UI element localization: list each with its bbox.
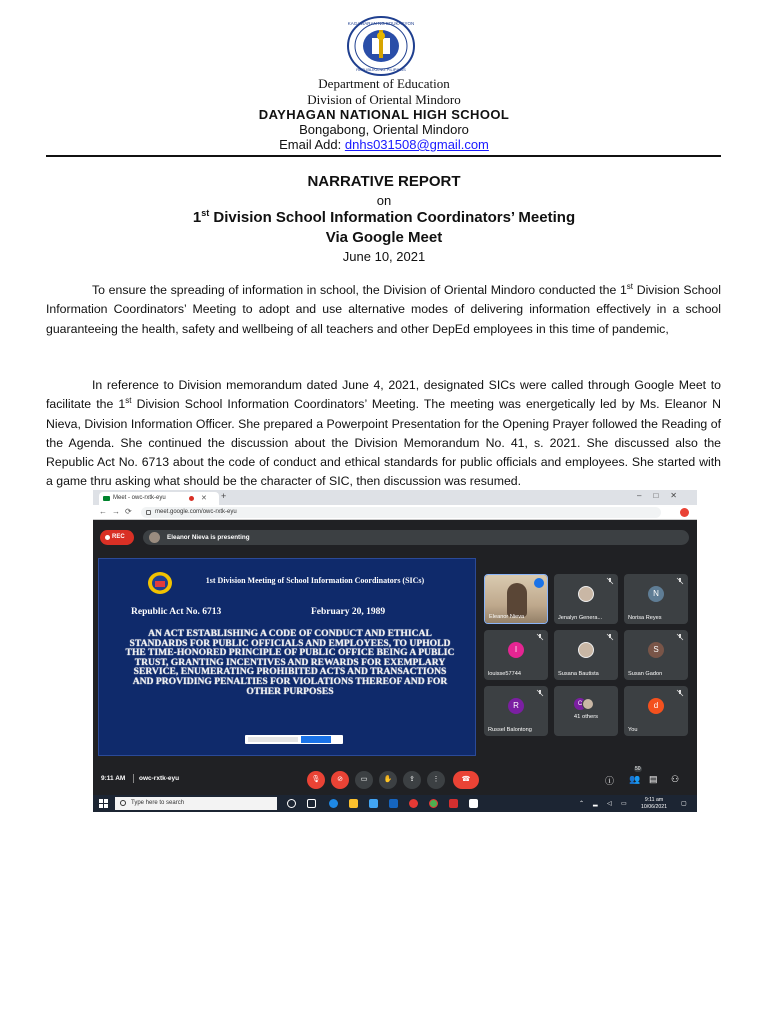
- mic-off-icon: [536, 633, 544, 641]
- participant-avatar: l: [508, 642, 524, 658]
- meeting-screenshot: [93, 490, 697, 812]
- meeting-title: [0, 208, 768, 226]
- others-tile[interactable]: [554, 686, 618, 736]
- paragraph-2-b: Division School Information Coordinators’ Meeting. The meeting was energetically led by Ms. Eleanor N Nieva, Division Information Officer. She prepared a Powerpoint Presentation for the Opening Prayer followed the Reading of the Agenda. She continued the discussion about the Division Memorandum No. 41, s. 2021. She discussed also the Republic Act No. 6713 about the code of conduct and ethical standards for public officials and employees. She started with a game thru asking what should be the character of SIC, then discussion was resumed.: [46, 397, 721, 489]
- meeting-title-rest: Division School Information Coordinators’ Meeting: [209, 209, 576, 226]
- participant-tile[interactable]: [554, 630, 618, 680]
- url-text: meet.google.com/owc-rxtk-eyu: [155, 509, 237, 515]
- participant-name: Eleanor Nieva: [489, 614, 525, 620]
- volume-icon[interactable]: ◁: [607, 801, 612, 807]
- mic-off-icon: [606, 633, 614, 641]
- navigation-buttons[interactable]: ←→⟳: [99, 507, 137, 516]
- address-bar: [93, 505, 697, 520]
- participant-name: You: [628, 727, 638, 733]
- paragraph-1-a: To ensure the spreading of information in school, the Division of Oriental Mindoro conducted the 1: [92, 283, 627, 297]
- clock-date: 10/06/2021: [641, 803, 667, 810]
- slide-embedded-form: [245, 735, 343, 744]
- slide-form-input: [248, 737, 298, 742]
- notepad-icon[interactable]: [469, 799, 478, 808]
- chrome-icon[interactable]: [429, 799, 438, 808]
- url-field[interactable]: [141, 507, 661, 518]
- speaking-indicator-icon: [534, 578, 544, 588]
- mic-off-icon: [676, 689, 684, 697]
- participant-name: Jenalyn Genera...: [558, 615, 603, 621]
- cortana-icon[interactable]: [287, 799, 296, 808]
- windows-taskbar: [93, 795, 697, 812]
- paragraph-1-sup: st: [626, 281, 634, 291]
- rec-indicator: [100, 530, 134, 545]
- mic-off-icon: [606, 577, 614, 585]
- department-name: Department of Education: [318, 76, 450, 91]
- slide-act-title: AN ACT ESTABLISHING A CODE OF CONDUCT AND ETHICAL STANDARDS FOR PUBLIC OFFICIALS AND EMPLOYEES, TO UPHOLD THE TIME-HONORED PRINCIPLE OF PUBLIC OFFICE BEING A PUBLIC TRUST, GRANTING INCENTIVES AND REWARDS FOR EXEMPLARY SERVICE, ENUMERATING PROHIBITED ACTS AND TRANSACTIONS AND PROVIDING PENALTIES FOR VIOLATIONS THEREOF AND FOR OTHER PURPOSES: [125, 628, 455, 697]
- participant-name: Norisa Reyes: [628, 615, 662, 621]
- participant-photo: [578, 642, 594, 658]
- participant-tile[interactable]: [484, 574, 548, 624]
- meet-top-strip: [93, 520, 697, 550]
- leave-call-button[interactable]: ☎: [453, 771, 479, 789]
- notifications-icon[interactable]: ▢: [681, 801, 687, 807]
- participant-avatar: S: [648, 642, 664, 658]
- report-date: June 10, 2021: [342, 249, 426, 264]
- close-tab-icon[interactable]: ✕: [201, 495, 207, 502]
- mic-toggle-button[interactable]: 🎙: [307, 771, 325, 789]
- browser-tab-bar: [93, 490, 697, 505]
- email-label: Email Add:: [279, 137, 345, 152]
- participant-name: louisse57744: [488, 671, 521, 677]
- presenting-text: Eleanor Nieva is presenting: [167, 534, 250, 541]
- report-on: on: [376, 193, 392, 208]
- mic-off-icon: [676, 633, 684, 641]
- time-separator: [133, 774, 134, 783]
- more-options-button[interactable]: ⋮: [427, 771, 445, 789]
- tab-title: Meet - owc-rxtk-eyu: [113, 495, 166, 501]
- meeting-code: owc-rxtk-eyu: [139, 775, 180, 782]
- svg-text:KAGAWARAN NG EDUKASYON: KAGAWARAN NG EDUKASYON: [347, 21, 415, 26]
- mail-icon[interactable]: [389, 799, 398, 808]
- taskbar-search-box[interactable]: [115, 797, 277, 810]
- self-tile[interactable]: [624, 686, 688, 736]
- activities-icon[interactable]: ⚇: [671, 774, 680, 784]
- participant-avatar: N: [648, 586, 664, 602]
- others-avatar: C: [574, 698, 586, 710]
- chat-icon[interactable]: ▤: [649, 774, 658, 784]
- network-icon[interactable]: ▂: [593, 801, 598, 807]
- mic-off-icon: [676, 577, 684, 585]
- meeting-time: 9:11 AM: [101, 775, 126, 782]
- school-address: Bongabong, Oriental Mindoro: [299, 122, 469, 137]
- meeting-info-icon[interactable]: ⓘ: [605, 776, 615, 786]
- edge-icon[interactable]: [329, 799, 338, 808]
- svg-text:REPUBLIKA NG PILIPINAS: REPUBLIKA NG PILIPINAS: [356, 67, 406, 72]
- file-explorer-icon[interactable]: [349, 799, 358, 808]
- battery-icon[interactable]: ▭: [621, 801, 627, 807]
- school-name: DAYHAGAN NATIONAL HIGH SCHOOL: [258, 107, 510, 122]
- slide-republic-act: Republic Act No. 6713: [131, 607, 222, 617]
- people-icon[interactable]: 👥: [629, 774, 641, 784]
- pdf-reader-icon[interactable]: [449, 799, 458, 808]
- raise-hand-button[interactable]: ✋: [379, 771, 397, 789]
- participant-tile[interactable]: [484, 630, 548, 680]
- participant-tile[interactable]: [624, 630, 688, 680]
- participant-name: Susana Bautista: [558, 671, 599, 677]
- search-icon: [120, 800, 126, 806]
- store-icon[interactable]: [369, 799, 378, 808]
- lock-icon: [146, 510, 151, 515]
- mic-off-icon: [536, 689, 544, 697]
- presenting-banner: [143, 530, 689, 545]
- participant-name: Susan Gadon: [628, 671, 663, 677]
- paragraph-2: [46, 376, 721, 492]
- division-logo-icon: [147, 571, 173, 595]
- meeting-ordinal: 1: [192, 209, 202, 226]
- media-icon[interactable]: [409, 799, 418, 808]
- others-count: 41 others: [573, 714, 599, 720]
- participant-avatar: R: [508, 698, 524, 714]
- profile-avatar-icon[interactable]: [680, 508, 689, 517]
- participant-photo: [578, 586, 594, 602]
- others-avatar-photo: [582, 698, 594, 710]
- meet-favicon-icon: [103, 496, 110, 501]
- taskbar-clock[interactable]: [641, 797, 667, 810]
- paragraph-2-a: In reference to Division memorandum dated June 4, 2021, designated SICs were called through Google Meet to facilitate the 1: [46, 378, 721, 412]
- recording-dot-icon: [189, 496, 194, 501]
- paragraph-1: [46, 281, 721, 339]
- clock-time: 9:11 am: [644, 797, 664, 803]
- camera-toggle-button[interactable]: ⊘: [331, 771, 349, 789]
- email-link[interactable]: dnhs031508@gmail.com: [344, 137, 489, 152]
- division-name: Division of Oriental Mindoro: [307, 92, 461, 107]
- report-title: NARRATIVE REPORT: [307, 173, 461, 190]
- participant-tile[interactable]: [554, 574, 618, 624]
- rec-dot-icon: [105, 535, 110, 540]
- rec-label: REC: [112, 534, 125, 540]
- captions-button[interactable]: ▭: [355, 771, 373, 789]
- participant-tile[interactable]: [624, 574, 688, 624]
- participant-video-person: [507, 583, 527, 617]
- new-tab-icon[interactable]: +: [221, 491, 227, 501]
- present-button[interactable]: ⇪: [403, 771, 421, 789]
- windows-start-icon[interactable]: [99, 799, 108, 808]
- meeting-ordinal-suffix: st: [201, 208, 210, 218]
- presenter-avatar: [149, 532, 160, 543]
- school-email: [0, 137, 768, 152]
- window-controls[interactable]: –□✕: [637, 491, 689, 500]
- paragraph-2-sup: st: [125, 396, 132, 406]
- people-count-badge: 50: [635, 766, 641, 772]
- paragraph-1-b: Division School Information Coordinators’ Meeting to adopt and use alternative modes of delivering information effectively in a school guaranteeing the health, safety and wellbeing of all teachers and other DepEd employees in this time of pandemic,: [46, 283, 722, 336]
- participant-name: Russel Balontong: [488, 727, 532, 733]
- task-view-icon[interactable]: [307, 799, 316, 808]
- slide-act-date: February 20, 1989: [311, 607, 386, 617]
- taskbar-search-placeholder: Type here to search: [131, 800, 185, 806]
- tray-arrow-icon[interactable]: ⌃: [579, 801, 585, 807]
- deped-seal-logo: [346, 16, 416, 76]
- participant-avatar: d: [648, 698, 664, 714]
- letterhead-divider: [46, 155, 721, 157]
- meeting-platform: Via Google Meet: [325, 229, 443, 246]
- slide-form-button: [301, 736, 331, 743]
- slide-heading: 1st Division Meeting of School Information Coordinators (SICs): [205, 576, 425, 585]
- participant-tile[interactable]: [484, 686, 548, 736]
- meet-controls-bar: [93, 765, 697, 795]
- browser-tab[interactable]: [99, 492, 219, 505]
- presentation-slide: [98, 558, 476, 756]
